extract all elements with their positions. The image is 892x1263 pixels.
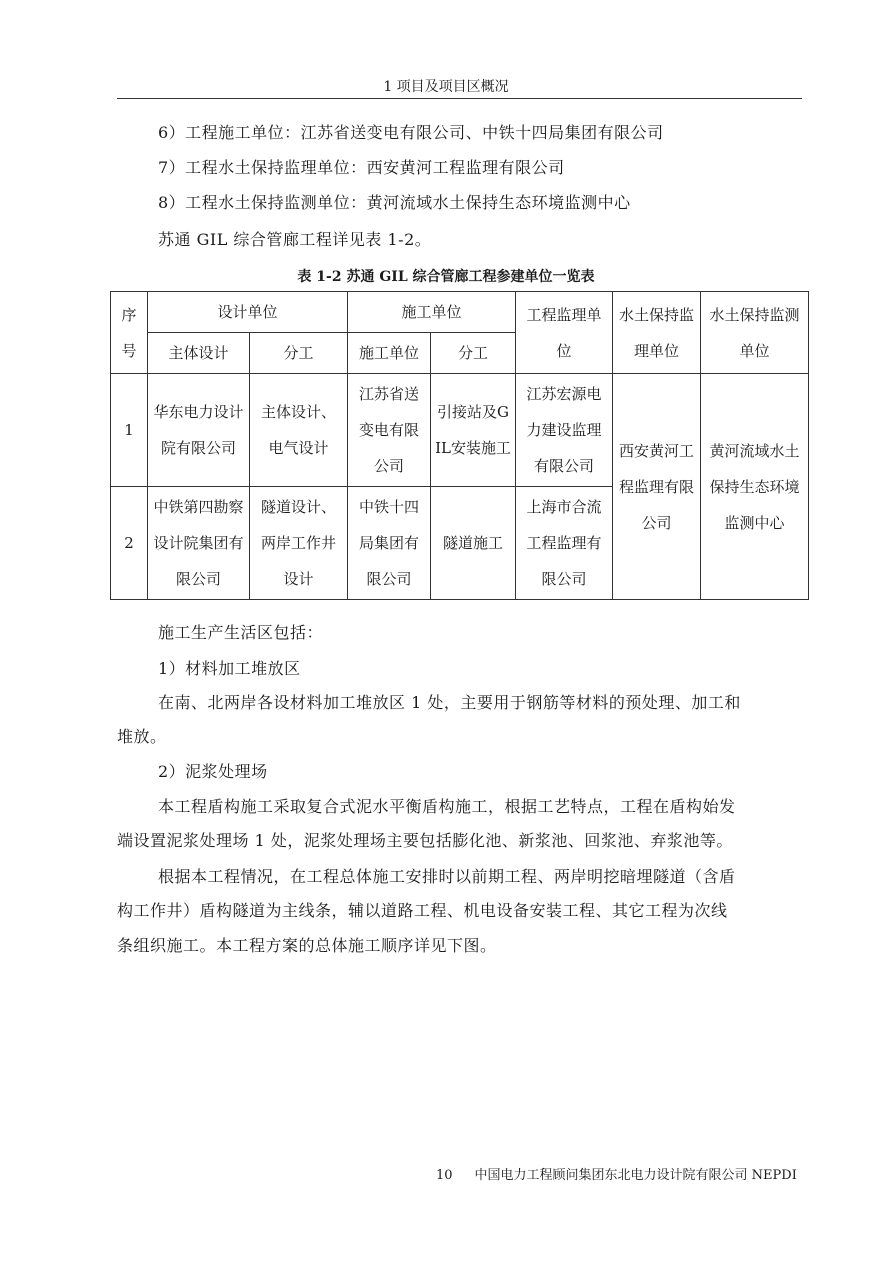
cell-construction-unit: 江苏省送变电有限公司: [348, 374, 431, 487]
col-header-construction-unit: 施工单位: [348, 333, 431, 374]
paragraph-sequence-line3: 条组织施工。本工程方案的总体施工顺序详见下图。: [117, 936, 497, 955]
col-header-design-division: 分工: [250, 333, 348, 374]
col-header-construction: 施工单位: [348, 292, 516, 333]
page-number: 10: [436, 1168, 453, 1183]
paragraph-material-area-line2: 堆放。: [117, 727, 167, 746]
paragraph-swc-monitoring: 8）工程水土保持监测单位：黄河流域水土保持生态环境监测中心: [158, 193, 631, 212]
header-divider: [117, 98, 802, 99]
running-header: 1 项目及项目区概况: [383, 79, 509, 95]
col-header-seq: 序号: [111, 292, 148, 374]
col-header-swc-monitoring: 水土保持监测单位: [701, 292, 809, 374]
paragraph-table-reference: 苏通 GIL 综合管廊工程详见表 1-2。: [158, 230, 432, 249]
cell-design-division: 隧道设计、两岸工作井设计: [250, 487, 348, 600]
col-header-swc-supervision: 水土保持监理单位: [613, 292, 701, 374]
cell-seq: 1: [111, 374, 148, 487]
cell-supervision: 上海市合流工程监理有限公司: [516, 487, 613, 600]
paragraph-slurry-line2: 端设置泥浆处理场 1 处，泥浆处理场主要包括膨化池、新浆池、回浆池、弃浆池等。: [117, 831, 733, 850]
cell-supervision: 江苏宏源电力建设监理有限公司: [516, 374, 613, 487]
participants-table: [110, 291, 809, 600]
paragraph-construction-units: 6）工程施工单位：江苏省送变电有限公司、中铁十四局集团有限公司: [158, 123, 664, 142]
cell-swc-monitoring: 黄河流域水土保持生态环境监测中心: [701, 374, 809, 600]
paragraph-material-area-line1: 在南、北两岸各设材料加工堆放区 1 处，主要用于钢筋等材料的预处理、加工和: [158, 693, 741, 712]
paragraph-swc-supervision: 7）工程水土保持监理单位：西安黄河工程监理有限公司: [158, 158, 565, 177]
col-header-construction-division: 分工: [431, 333, 516, 374]
table-header-row: [111, 292, 809, 333]
paragraph-sequence-line1: 根据本工程情况，在工程总体施工安排时以前期工程、两岸明挖暗埋隧道（含盾: [158, 867, 736, 886]
footer-organization: 中国电力工程顾问集团东北电力设计院有限公司 NEPDI: [474, 1168, 797, 1183]
table-caption: 表 1-2 苏通 GIL 综合管廊工程参建单位一览表: [297, 269, 595, 285]
cell-seq: 2: [111, 487, 148, 600]
cell-construction-unit: 中铁十四局集团有限公司: [348, 487, 431, 600]
page-footer: [436, 1164, 797, 1183]
cell-design-division: 主体设计、电气设计: [250, 374, 348, 487]
paragraph-living-area-intro: 施工生产生活区包括：: [158, 623, 324, 642]
cell-design-main: 中铁第四勘察设计院集团有限公司: [148, 487, 250, 600]
cell-construction-division: 引接站及GIL安装施工: [431, 374, 516, 487]
paragraph-sequence-line2: 构工作井）盾构隧道为主线条，辅以道路工程、机电设备安装工程、其它工程为次线: [117, 901, 728, 920]
col-header-supervision: 工程监理单位: [516, 292, 613, 374]
table-row: [111, 374, 809, 487]
heading-slurry-area: 2）泥浆处理场: [158, 762, 268, 781]
heading-material-area: 1）材料加工堆放区: [158, 659, 301, 678]
paragraph-slurry-line1: 本工程盾构施工采取复合式泥水平衡盾构施工，根据工艺特点，工程在盾构始发: [158, 797, 736, 816]
col-header-design-main: 主体设计: [148, 333, 250, 374]
cell-swc-supervision: 西安黄河工程监理有限公司: [613, 374, 701, 600]
col-header-design: 设计单位: [148, 292, 348, 333]
cell-construction-division: 隧道施工: [431, 487, 516, 600]
cell-design-main: 华东电力设计院有限公司: [148, 374, 250, 487]
